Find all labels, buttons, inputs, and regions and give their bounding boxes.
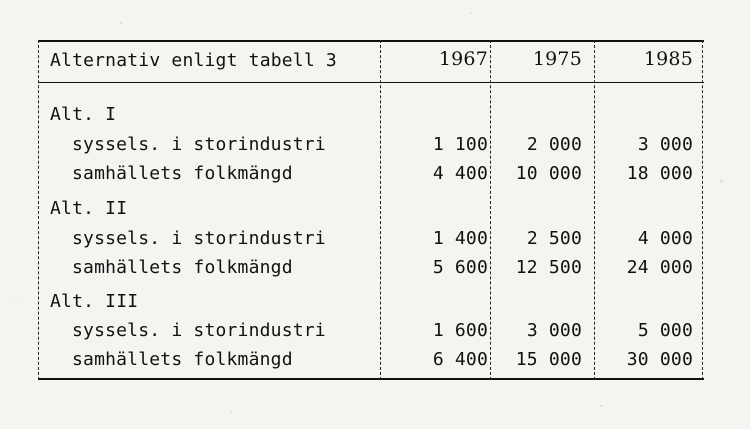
group-title: Alt. II bbox=[50, 198, 128, 219]
table-cell: 2 500 bbox=[526, 228, 582, 249]
table-cell: 3 000 bbox=[637, 134, 693, 155]
table-cell: 18 000 bbox=[626, 163, 693, 184]
header-year-1967: 1967 bbox=[438, 48, 488, 70]
paper-speck bbox=[470, 12, 472, 14]
table-cell: 1 400 bbox=[432, 228, 488, 249]
paper-speck bbox=[600, 405, 603, 407]
column-divider bbox=[38, 40, 39, 380]
paper-speck bbox=[230, 410, 232, 413]
table-cell: 5 000 bbox=[637, 320, 693, 341]
table-cell: 15 000 bbox=[515, 349, 582, 370]
paper-speck bbox=[720, 180, 723, 183]
group-title: Alt. I bbox=[50, 104, 117, 125]
table-cell: 3 000 bbox=[526, 320, 582, 341]
table-cell: 5 600 bbox=[432, 257, 488, 278]
row-label: samhällets folkmängd bbox=[72, 257, 293, 278]
row-label: samhällets folkmängd bbox=[72, 349, 293, 370]
table-header-rule bbox=[38, 82, 704, 83]
paper-speck bbox=[15, 300, 17, 302]
column-divider bbox=[702, 40, 703, 380]
header-year-1985: 1985 bbox=[643, 48, 693, 70]
table-cell: 24 000 bbox=[626, 257, 693, 278]
population-table bbox=[38, 40, 704, 381]
table-cell: 1 100 bbox=[432, 134, 488, 155]
table-cell: 4 400 bbox=[432, 163, 488, 184]
table-cell: 1 600 bbox=[432, 320, 488, 341]
table-cell: 10 000 bbox=[515, 163, 582, 184]
table-cell: 12 500 bbox=[515, 257, 582, 278]
header-label: Alternativ enligt tabell 3 bbox=[50, 50, 337, 71]
row-label: syssels. i storindustri bbox=[72, 228, 326, 249]
row-label: syssels. i storindustri bbox=[72, 320, 326, 341]
row-label: syssels. i storindustri bbox=[72, 134, 326, 155]
paper-speck bbox=[120, 22, 123, 24]
table-cell: 6 400 bbox=[432, 349, 488, 370]
table-cell: 30 000 bbox=[626, 349, 693, 370]
group-title: Alt. III bbox=[50, 291, 139, 312]
table-cell: 4 000 bbox=[637, 228, 693, 249]
header-year-1975: 1975 bbox=[532, 48, 582, 70]
row-label: samhällets folkmängd bbox=[72, 163, 293, 184]
table-cell: 2 000 bbox=[526, 134, 582, 155]
table-bottom-rule bbox=[38, 378, 704, 380]
table-top-rule bbox=[38, 40, 704, 42]
